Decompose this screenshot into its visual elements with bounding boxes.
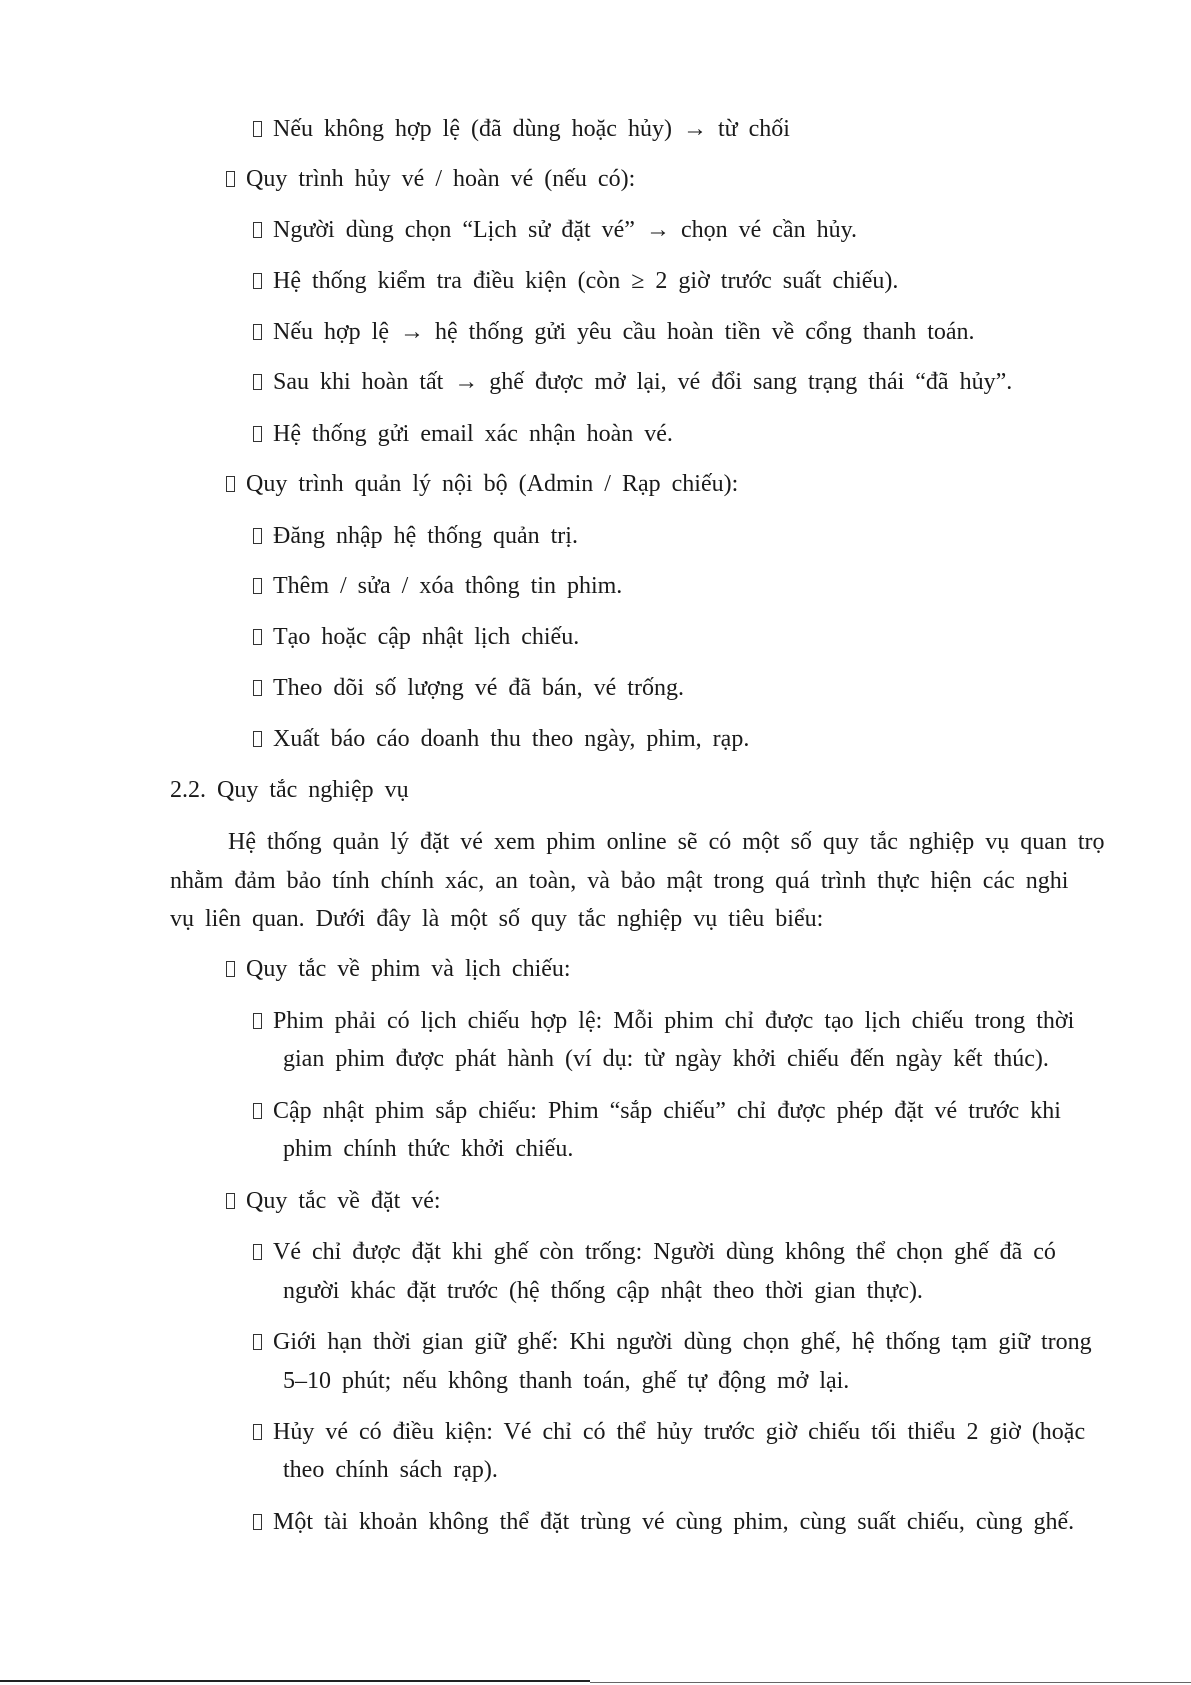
list-item (253, 367, 1012, 397)
list-item-text: Theo dõi số lượng vé đã bán, vé trống. (273, 675, 684, 701)
list-item (253, 114, 790, 144)
list-item (253, 317, 975, 347)
list-item (253, 419, 673, 449)
list-item (226, 954, 571, 984)
bullet-glyph-icon (226, 961, 235, 977)
list-item-text: Hủy vé có điều kiện: Vé chỉ có thể hủy trước giờ chiếu tối thiểu 2 giờ (hoặc (273, 1419, 1086, 1445)
list-item-text: Vé chỉ được đặt khi ghế còn trống: Người dùng không thể chọn ghế đã có (273, 1239, 1056, 1265)
bullet-glyph-icon (253, 680, 262, 696)
list-item (253, 1096, 1061, 1126)
bullet-glyph-icon (253, 222, 262, 238)
page-bottom-rule (0, 1680, 590, 1682)
bullet-glyph-icon (253, 324, 262, 340)
bullet-glyph-icon (253, 1424, 262, 1440)
bullet-glyph-icon (253, 1334, 262, 1350)
bullet-glyph-icon (253, 578, 262, 594)
list-item-text: Quy tắc về phim và lịch chiếu: (246, 956, 571, 982)
list-item-text: Quy trình hủy vé / hoàn vé (nếu có): (246, 166, 636, 192)
list-item-continuation: theo chính sách rạp). (283, 1457, 498, 1483)
list-item (253, 1006, 1074, 1036)
bullet-glyph-icon (253, 528, 262, 544)
list-item (253, 1237, 1056, 1267)
list-item-continuation: người khác đặt trước (hệ thống cập nhật theo thời gian thực). (283, 1278, 923, 1304)
list-item (253, 673, 684, 703)
bullet-glyph-icon (226, 1193, 235, 1209)
list-item-text: Nếu hợp lệ → hệ thống gửi yêu cầu hoàn tiền về cổng thanh toán. (273, 319, 975, 345)
bullet-glyph-icon (253, 1244, 262, 1260)
list-item-text: Nếu không hợp lệ (đã dùng hoặc hủy) → từ chối (273, 116, 790, 142)
section-heading: 2.2. Quy tắc nghiệp vụ (170, 777, 409, 803)
list-item (253, 1417, 1085, 1447)
list-item-text: Giới hạn thời gian giữ ghế: Khi người dùng chọn ghế, hệ thống tạm giữ trong (273, 1329, 1092, 1355)
paragraph-line: nhằm đảm bảo tính chính xác, an toàn, và bảo mật trong quá trình thực hiện các nghi (170, 868, 1069, 894)
bullet-glyph-icon (253, 1514, 262, 1530)
bullet-glyph-icon (253, 273, 262, 289)
list-item (253, 266, 898, 296)
list-item-text: Sau khi hoàn tất → ghế được mở lại, vé đổi sang trạng thái “đã hủy”. (273, 369, 1013, 395)
list-item (253, 571, 622, 601)
bullet-glyph-icon (253, 374, 262, 390)
list-item-text: Hệ thống kiểm tra điều kiện (còn ≥ 2 giờ trước suất chiếu). (273, 268, 899, 294)
bullet-glyph-icon (253, 121, 262, 137)
bullet-glyph-icon (253, 731, 262, 747)
list-item-text: Quy trình quản lý nội bộ (Admin / Rạp chiếu): (246, 471, 739, 497)
list-item (253, 622, 579, 652)
bullet-glyph-icon (253, 1103, 262, 1119)
list-item-continuation: phim chính thức khởi chiếu. (283, 1136, 574, 1162)
list-item (253, 521, 578, 551)
list-item-text: Phim phải có lịch chiếu hợp lệ: Mỗi phim chỉ được tạo lịch chiếu trong thời (273, 1008, 1075, 1034)
list-item (226, 164, 635, 194)
list-item-continuation: 5–10 phút; nếu không thanh toán, ghế tự động mở lại. (283, 1368, 850, 1394)
list-item (253, 215, 857, 245)
list-item-text: Một tài khoản không thể đặt trùng vé cùng phim, cùng suất chiếu, cùng ghế. (273, 1509, 1075, 1535)
bullet-glyph-icon (226, 171, 235, 187)
list-item-text: Người dùng chọn “Lịch sử đặt vé” → chọn vé cần hủy. (273, 217, 858, 243)
paragraph-line: Hệ thống quản lý đặt vé xem phim online sẽ có một số quy tắc nghiệp vụ quan trọ (228, 829, 1105, 855)
page-bottom-rule-thin (590, 1682, 1191, 1683)
list-item-text: Xuất báo cáo doanh thu theo ngày, phim, rạp. (273, 726, 750, 752)
list-item-text: Đăng nhập hệ thống quản trị. (273, 523, 578, 549)
list-item-text: Hệ thống gửi email xác nhận hoàn vé. (273, 421, 673, 447)
list-item-text: Quy tắc về đặt vé: (246, 1188, 441, 1214)
bullet-glyph-icon (253, 426, 262, 442)
paragraph-line: vụ liên quan. Dưới đây là một số quy tắc nghiệp vụ tiêu biểu: (170, 906, 824, 932)
list-item-text: Tạo hoặc cập nhật lịch chiếu. (273, 624, 580, 650)
list-item (226, 469, 738, 499)
list-item (226, 1186, 441, 1216)
bullet-glyph-icon (253, 629, 262, 645)
bullet-glyph-icon (253, 1013, 262, 1029)
list-item-continuation: gian phim được phát hành (ví dụ: từ ngày khởi chiếu đến ngày kết thúc). (283, 1046, 1049, 1072)
list-item-text: Thêm / sửa / xóa thông tin phim. (273, 573, 623, 599)
list-item-text: Cập nhật phim sắp chiếu: Phim “sắp chiếu” chỉ được phép đặt vé trước khi (273, 1098, 1061, 1124)
list-item (253, 1507, 1074, 1537)
list-item (253, 1327, 1092, 1357)
list-item (253, 724, 749, 754)
bullet-glyph-icon (226, 476, 235, 492)
